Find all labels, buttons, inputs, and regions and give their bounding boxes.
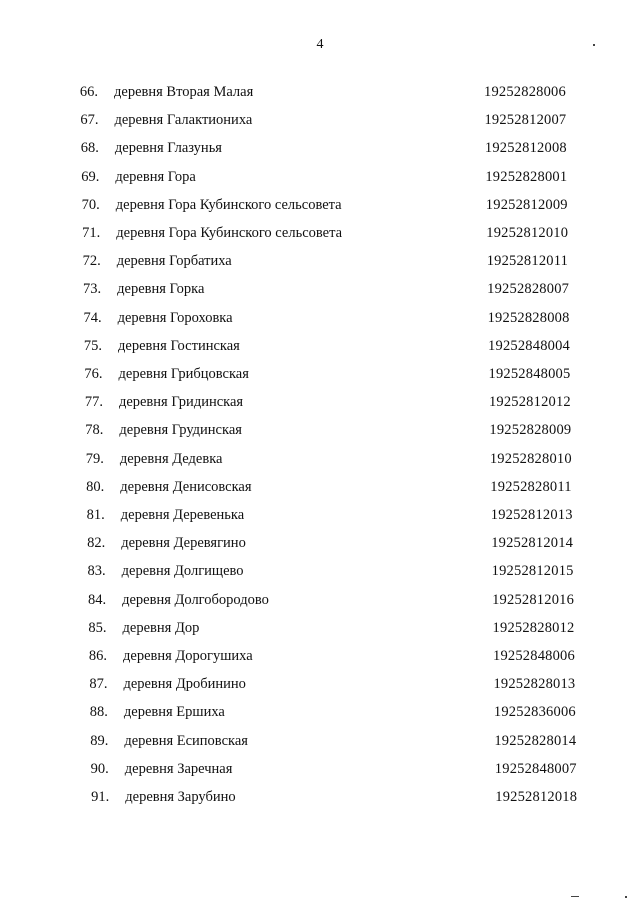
list-item (73, 786, 633, 808)
item-number: 74. (83, 309, 102, 326)
oktmo-code: 19252812011 (486, 253, 569, 270)
oktmo-code: 19252812014 (491, 535, 574, 552)
list-item (68, 448, 628, 470)
item-number: 76. (84, 366, 103, 382)
settlement-name: деревня Дробинино (123, 676, 246, 693)
oktmo-code: 19252828014 (494, 732, 577, 749)
settlement-name: деревня Гора (115, 168, 196, 185)
list-item (71, 673, 631, 695)
item-number: 80. (86, 478, 105, 495)
settlement-name: деревня Дедевка (119, 450, 223, 467)
settlement-name: деревня Горка (117, 281, 205, 298)
settlement-name: деревня Глазунья (114, 140, 222, 157)
list-item (62, 81, 622, 103)
oktmo-code: 19252828009 (489, 422, 572, 439)
oktmo-code: 19252828001 (485, 168, 568, 185)
item-number: 89. (90, 732, 109, 749)
oktmo-code: 19252848007 (494, 760, 577, 777)
scan-speck (571, 896, 579, 897)
list-item (68, 476, 628, 498)
list-item (63, 137, 623, 159)
oktmo-code: 19252828013 (493, 676, 576, 693)
item-number: 86. (88, 648, 107, 664)
settlement-name: деревня Гостинская (118, 337, 240, 354)
settlement-name: деревня Гороховка (117, 309, 233, 326)
scan-speck (625, 896, 627, 898)
item-number: 81. (86, 507, 105, 523)
list-item (69, 504, 629, 526)
item-number: 82. (87, 535, 106, 552)
oktmo-code: 19252828008 (487, 309, 570, 326)
oktmo-code: 19252812016 (492, 591, 575, 608)
oktmo-code: 19252828007 (487, 281, 570, 298)
oktmo-code: 19252812009 (485, 196, 568, 213)
item-number: 69. (81, 168, 100, 185)
scan-speck (593, 44, 595, 46)
oktmo-code: 19252828012 (492, 619, 575, 636)
item-number: 67. (80, 112, 99, 129)
item-number: 79. (85, 450, 104, 467)
settlement-name: деревня Горбатиха (116, 253, 232, 270)
oktmo-code: 19252812010 (486, 225, 569, 241)
list-item (66, 335, 626, 357)
settlement-name: деревня Ершиха (123, 704, 225, 721)
item-number: 68. (80, 140, 99, 157)
settlement-name: деревня Гора Кубинского сельсовета (115, 196, 342, 213)
list-item (67, 391, 627, 413)
settlement-name: деревня Вторая Малая (114, 84, 254, 100)
list-item (73, 758, 633, 780)
item-number: 87. (89, 676, 108, 693)
oktmo-code: 19252812008 (484, 140, 567, 157)
oktmo-code: 19252812013 (490, 507, 573, 523)
item-number: 88. (89, 704, 108, 721)
oktmo-code: 19252812007 (484, 112, 567, 129)
item-number: 85. (88, 619, 107, 636)
list-item (65, 250, 625, 272)
oktmo-code: 19252828006 (484, 84, 566, 100)
item-number: 73. (83, 281, 102, 298)
settlement-name: деревня Дорогушиха (123, 648, 253, 664)
list-item (70, 589, 630, 611)
settlement-name: деревня Галактиониха (114, 112, 253, 129)
settlement-name: деревня Долгобородово (122, 591, 269, 608)
oktmo-code: 19252812015 (491, 563, 574, 580)
list-item (66, 307, 626, 329)
settlement-name: деревня Деревенька (120, 507, 245, 523)
oktmo-code: 19252828011 (490, 478, 572, 495)
oktmo-code: 19252812012 (488, 394, 571, 411)
settlement-name: деревня Заречная (124, 760, 233, 777)
settlement-name: деревня Грибцовская (118, 366, 249, 382)
item-number: 71. (82, 225, 101, 241)
list-item (71, 617, 631, 639)
item-number: 84. (87, 591, 107, 608)
list-item (69, 532, 629, 554)
item-number: 90. (90, 760, 109, 777)
oktmo-code: 19252848006 (493, 648, 575, 664)
item-number: 72. (82, 253, 101, 270)
oktmo-code: 19252828010 (489, 450, 572, 467)
list-item (70, 560, 630, 582)
item-number: 75. (83, 337, 103, 354)
settlement-name: деревня Долгищево (121, 563, 244, 580)
list-item (67, 363, 627, 385)
item-number: 66. (79, 84, 98, 100)
page-number: 4 (316, 37, 324, 52)
list-item (64, 222, 624, 244)
list-item (62, 109, 622, 131)
oktmo-code: 19252848004 (488, 337, 570, 354)
settlement-name: деревня Грудинская (119, 422, 242, 439)
settlement-name: деревня Гридинская (118, 394, 244, 411)
settlement-name: деревня Дор (122, 619, 200, 636)
item-number: 77. (84, 394, 103, 411)
list-item (64, 194, 624, 216)
oktmo-code: 19252812018 (495, 789, 578, 805)
settlement-name: деревня Деревягино (121, 535, 246, 552)
item-number: 78. (85, 422, 104, 439)
item-number: 91. (91, 789, 110, 805)
list-item (63, 166, 623, 188)
list-item (71, 645, 631, 667)
settlement-name: деревня Денисовская (120, 478, 252, 495)
settlement-name: деревня Зарубино (125, 789, 236, 805)
oktmo-code: 19252848005 (488, 366, 571, 382)
item-number: 70. (81, 196, 100, 213)
item-number: 83. (87, 563, 106, 580)
list-item (65, 278, 625, 300)
list-item (72, 730, 632, 752)
oktmo-code: 19252836006 (493, 704, 576, 721)
list-item (67, 419, 627, 441)
settlement-name: деревня Есиповская (124, 732, 248, 749)
settlement-name: деревня Гора Кубинского сельсовета (116, 225, 343, 241)
list-item (72, 701, 632, 723)
